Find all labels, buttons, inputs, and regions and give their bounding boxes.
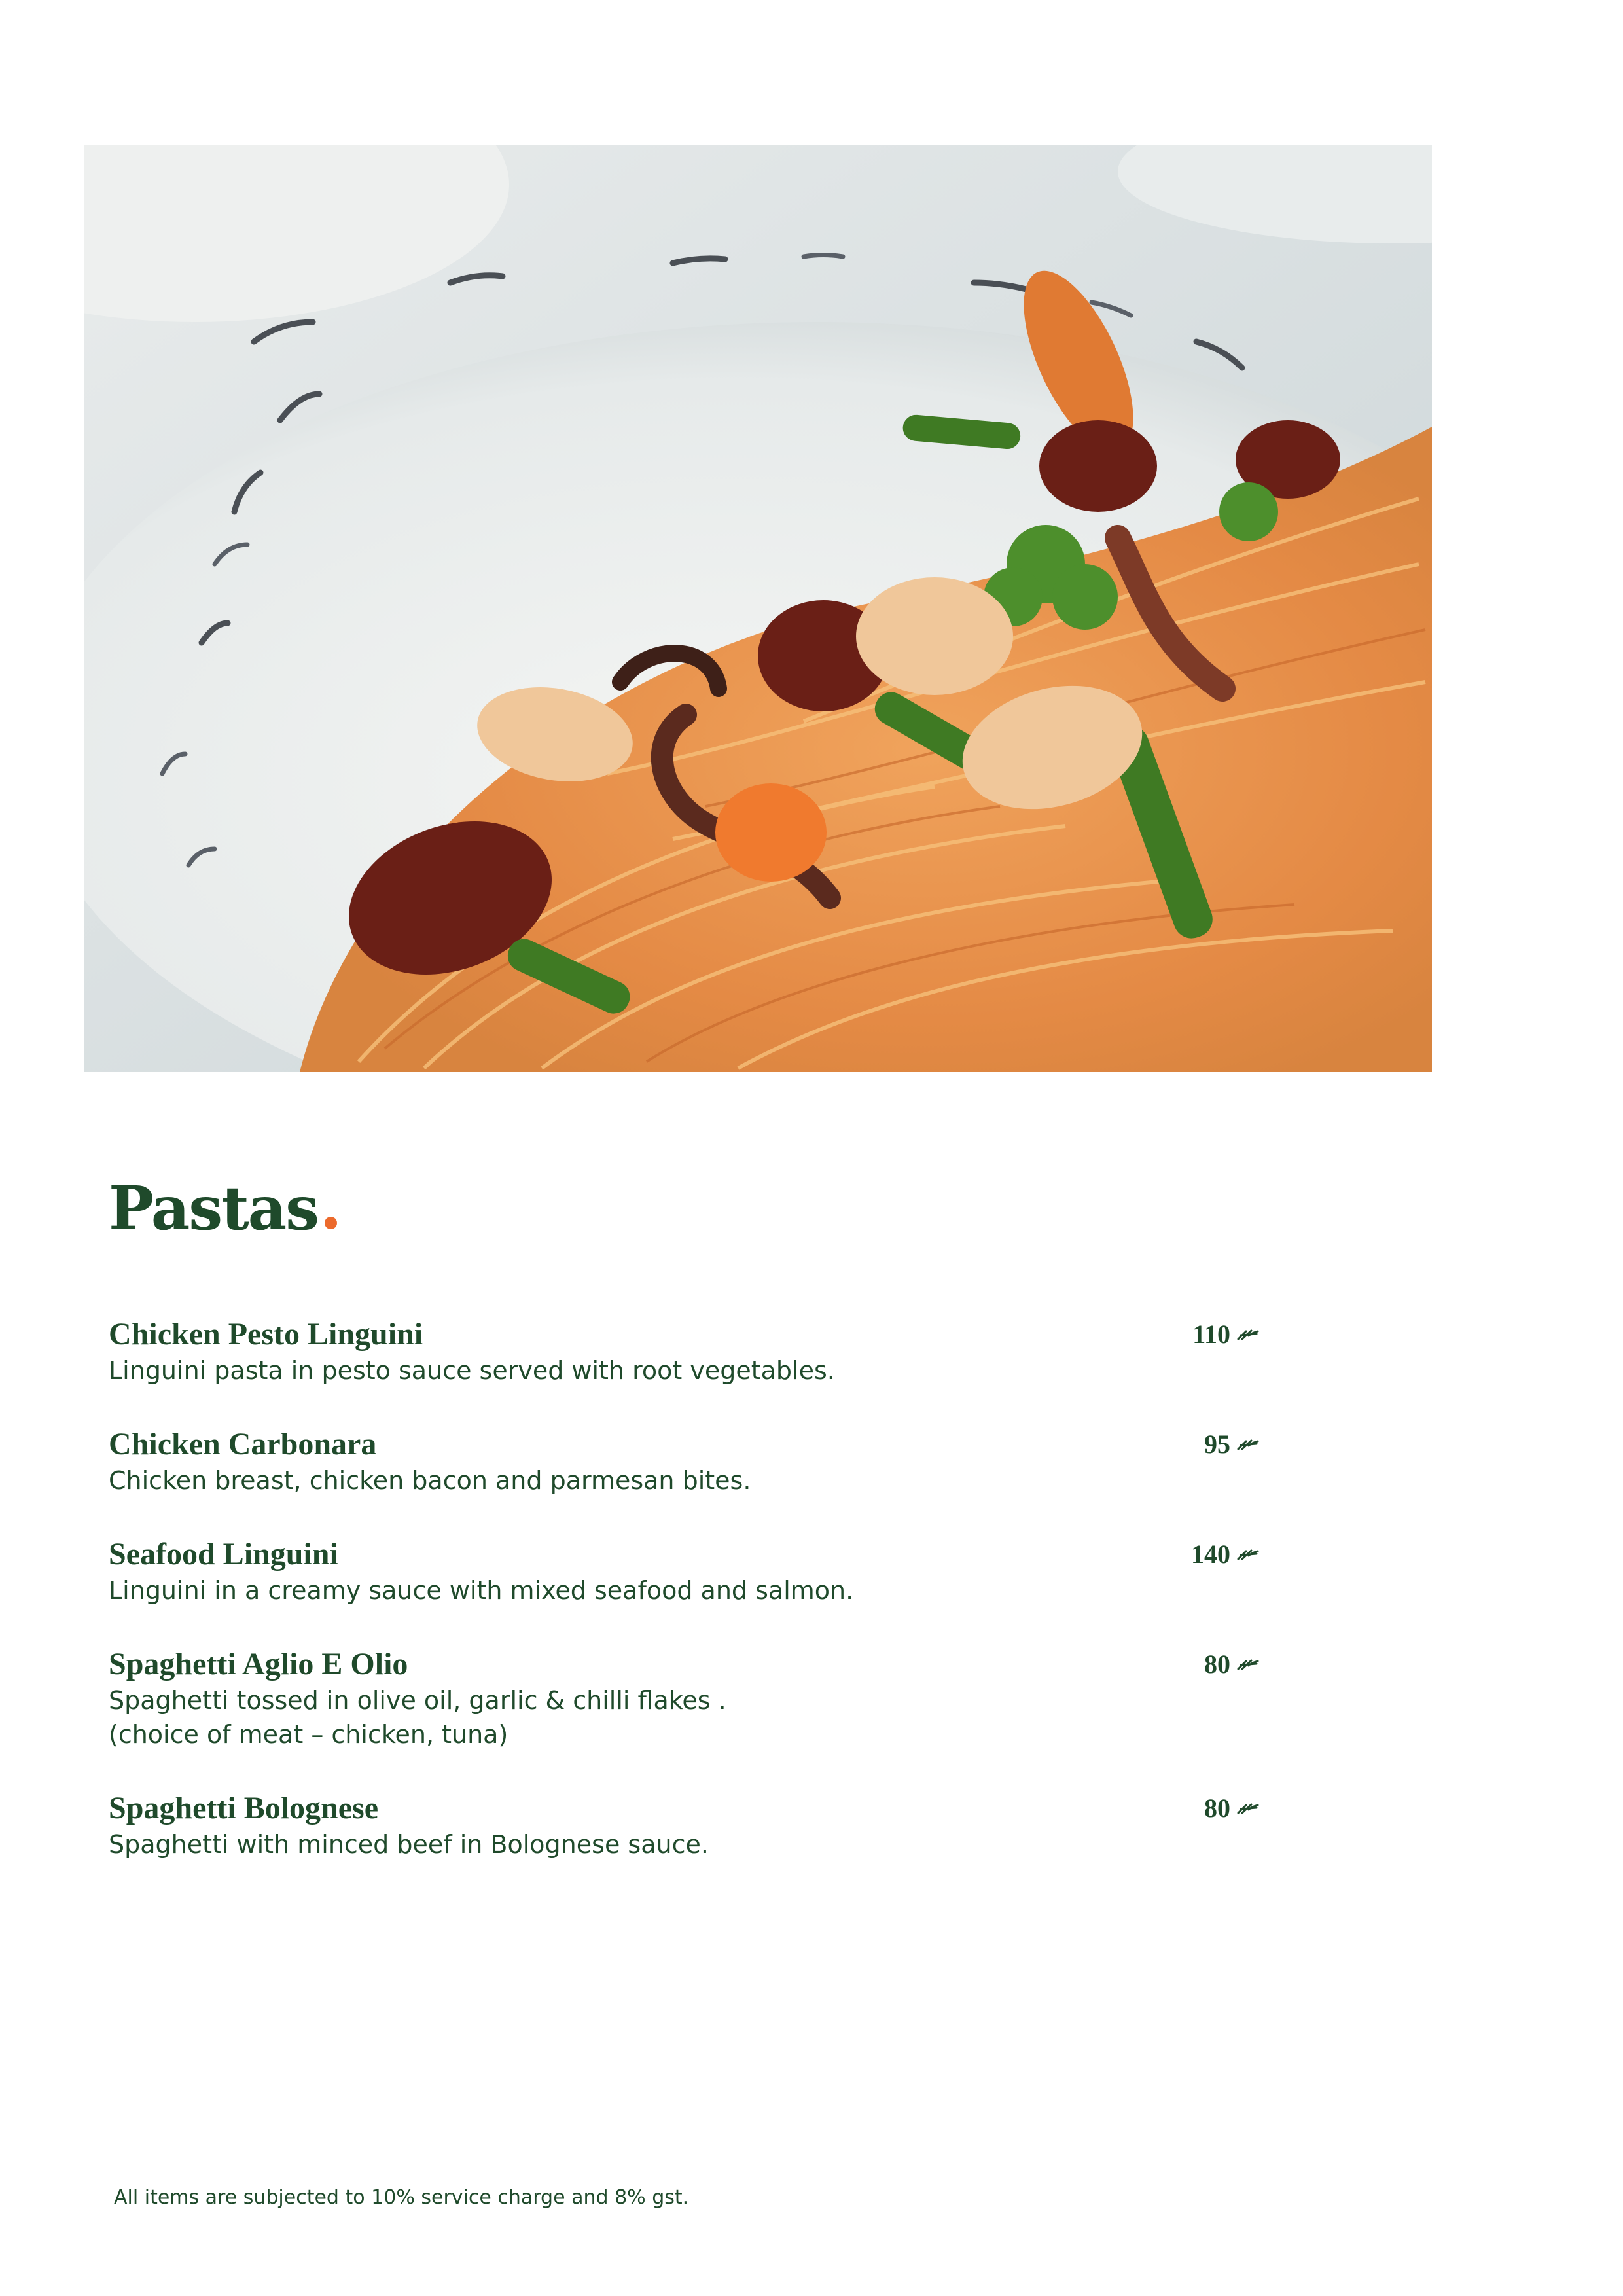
item-description: Spaghetti with minced beef in Bolognese sauce.	[109, 1830, 709, 1859]
section-title-text: Pastas	[109, 1173, 319, 1244]
item-price-value: 110	[1192, 1319, 1230, 1349]
menu-item	[109, 1645, 1280, 1751]
service-charge-footnote: All items are subjected to 10% service charge and 8% gst.	[114, 2186, 689, 2209]
pasta-photo-illustration	[84, 145, 1432, 1072]
item-description: Chicken breast, chicken bacon and parmesan bites.	[109, 1466, 751, 1495]
item-price	[1204, 1789, 1259, 1827]
pasta-dish-photo	[84, 145, 1432, 1072]
item-price	[1204, 1426, 1259, 1463]
item-name: Spaghetti Bolognese	[109, 1791, 379, 1825]
section-title	[109, 1173, 337, 1244]
item-name: Chicken Carbonara	[109, 1427, 377, 1462]
item-price	[1192, 1316, 1259, 1354]
item-description: Linguini pasta in pesto sauce served with root vegetables.	[109, 1356, 835, 1385]
dirham-currency-icon	[1237, 1802, 1259, 1815]
item-price	[1204, 1645, 1259, 1683]
item-price-value: 140	[1191, 1539, 1230, 1569]
menu-item	[109, 1789, 1280, 1861]
menu-item	[109, 1426, 1280, 1498]
item-price	[1191, 1535, 1259, 1573]
item-name: Chicken Pesto Linguini	[109, 1317, 423, 1352]
item-name: Seafood Linguini	[109, 1537, 338, 1571]
item-price-value: 80	[1204, 1793, 1230, 1823]
dirham-currency-icon	[1237, 1658, 1259, 1671]
item-description: Spaghetti tossed in olive oil, garlic & chilli flakes . (choice of meat – chicken, tuna)	[109, 1686, 726, 1749]
dirham-currency-icon	[1237, 1328, 1259, 1341]
menu-item	[109, 1535, 1280, 1607]
item-description: Linguini in a creamy sauce with mixed seafood and salmon.	[109, 1576, 854, 1605]
dirham-currency-icon	[1237, 1548, 1259, 1561]
item-price-value: 95	[1204, 1429, 1230, 1459]
menu-item	[109, 1316, 1280, 1388]
item-price-value: 80	[1204, 1649, 1230, 1679]
menu-list	[109, 1316, 1280, 1861]
dirham-currency-icon	[1237, 1438, 1259, 1451]
title-accent-dot	[325, 1217, 337, 1229]
item-name: Spaghetti Aglio E Olio	[109, 1647, 408, 1681]
